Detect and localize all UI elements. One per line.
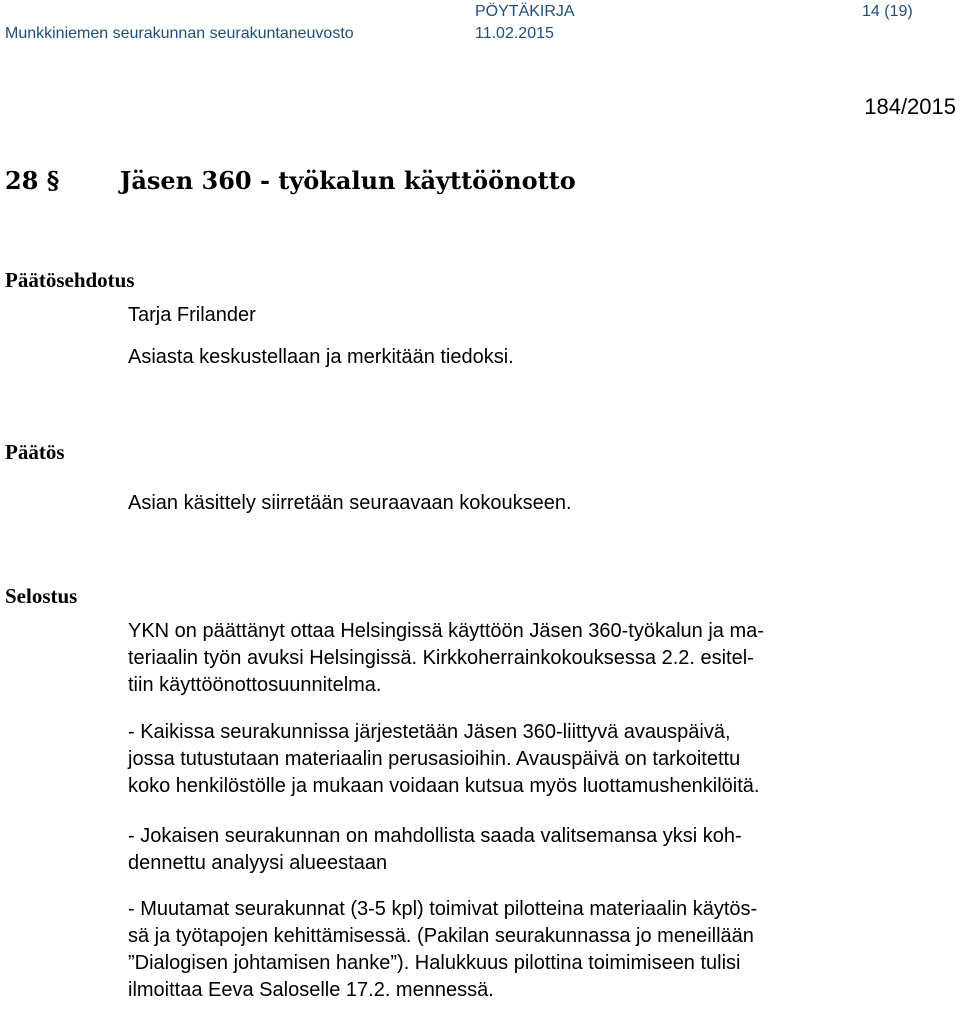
text-line: YKN on päättänyt ottaa Helsingissä käyttöön Jäsen 360-työkalun ja ma- [128,620,764,642]
explanation-heading: Selostus [5,584,78,608]
text-line: teriaalin työn avuksi Helsingissä. Kirkkoherrainkokouksessa 2.2. esitel- [128,647,754,669]
item-number: 28 § [5,166,60,195]
header-date: 11.02.2015 [475,25,554,42]
text-line: - Muutamat seurakunnat (3-5 kpl) toimivat pilotteina materiaalin käytös- [128,898,758,920]
text-line: tiin käyttöönottosuunnitelma. [128,674,382,696]
header-page-number: 14 (19) [862,3,913,20]
text-line: dennettu analyysi alueestaan [128,852,388,874]
proposal-text: Asiasta keskustellaan ja merkitään tiedoksi. [128,346,514,368]
item-title [5,165,576,197]
explanation-paragraph-3 [128,823,954,877]
text-line: ilmoittaa Eeva Saloselle 17.2. mennessä. [128,979,494,1001]
decision-heading: Päätös [5,440,65,464]
text-line: sä ja työtapojen kehittämisessä. (Pakilan seurakunnassa jo meneillään [128,925,754,947]
decision-text: Asian käsittely siirretään seuraavaan kokoukseen. [128,492,572,514]
text-line: koko henkilöstölle ja mukaan voidaan kutsua myös luottamushenkilöitä. [128,775,760,797]
item-title-text: Jäsen 360 - työkalun käyttöönotto [120,166,576,195]
text-line: ”Dialogisen johtamisen hanke”). Halukkuus pilottina toimimiseen tulisi [128,952,741,974]
proposal-heading: Päätösehdotus [5,268,135,292]
header-doc-type: PÖYTÄKIRJA [475,3,575,20]
header-organization: Munkkiniemen seurakunnan seurakuntaneuvosto [5,25,354,42]
document-number: 184/2015 [864,94,956,119]
explanation-paragraph-2 [128,719,954,800]
proposal-presenter: Tarja Frilander [128,304,256,326]
text-line: - Kaikissa seurakunnissa järjestetään Jäsen 360-liittyvä avauspäivä, [128,721,731,743]
explanation-paragraph-4 [128,896,954,1004]
text-line: jossa tutustutaan materiaalin perusasioihin. Avauspäivä on tarkoitettu [128,748,741,770]
explanation-paragraph-1 [128,618,954,699]
text-line: - Jokaisen seurakunnan on mahdollista saada valitsemansa yksi koh- [128,825,742,847]
